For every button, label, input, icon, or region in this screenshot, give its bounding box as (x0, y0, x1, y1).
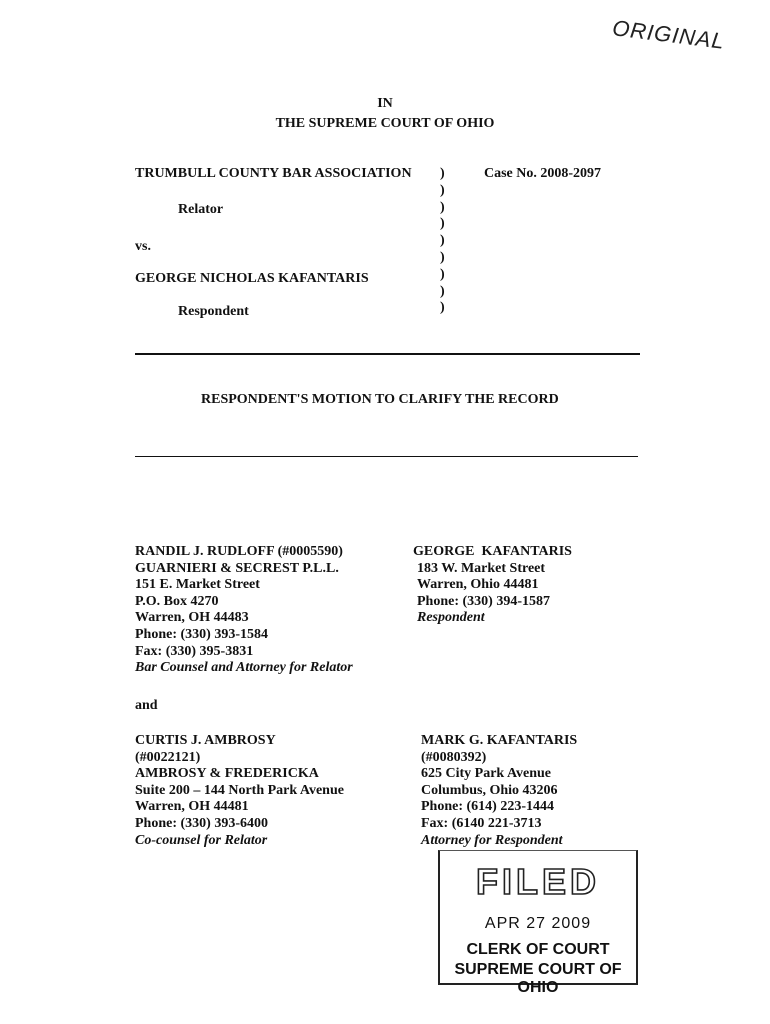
counsel-line: CURTIS J. AMBROSY (135, 733, 276, 748)
counsel-line: P.O. Box 4270 (135, 593, 219, 609)
respondent-role: Respondent (178, 304, 249, 319)
counsel-line: RANDIL J. RUDLOFF (#0005590) (135, 544, 343, 559)
counsel-line: Columbus, Ohio 43206 (421, 782, 558, 798)
counsel-line: (#0080392) (421, 749, 487, 765)
counsel-line: (#0022121) (135, 749, 201, 765)
filed-court: SUPREME COURT OF OHIO (454, 961, 622, 996)
versus-label: vs. (135, 239, 151, 254)
counsel-line: GEORGE KAFANTARIS (413, 544, 572, 559)
case-number: Case No. 2008-2097 (484, 166, 602, 181)
original-stamp: ORIGINAL (610, 15, 727, 54)
filed-clerk: CLERK OF COURT (466, 941, 610, 958)
relator-role: Relator (178, 202, 224, 217)
counsel-line: MARK G. KAFANTARIS (421, 733, 578, 748)
relator-name: TRUMBULL COUNTY BAR ASSOCIATION (135, 166, 412, 181)
respondent-name: GEORGE NICHOLAS KAFANTARIS (135, 271, 369, 286)
counsel-role: Respondent (417, 610, 485, 626)
filed-stamp (438, 850, 638, 996)
counsel-role: Bar Counsel and Attorney for Relator (135, 660, 353, 676)
counsel-line: Phone: (330) 393-6400 (135, 815, 268, 831)
bottom-divider (135, 456, 638, 457)
counsel-line: Warren, OH 44483 (135, 610, 249, 626)
counsel-line: Warren, OH 44481 (135, 799, 249, 815)
counsel-role: Co-counsel for Relator (135, 832, 268, 848)
counsel-line: Warren, Ohio 44481 (417, 577, 539, 593)
filed-word: FILED (476, 861, 600, 902)
respondent-counsel-block (421, 733, 577, 849)
court-heading-in: IN (377, 96, 393, 111)
co-counsel-block (135, 733, 344, 849)
counsel-line: 625 City Park Avenue (421, 766, 552, 782)
counsel-line: Phone: (614) 223-1444 (421, 799, 554, 815)
counsel-line: Phone: (330) 394-1587 (417, 593, 550, 609)
counsel-line: 151 E. Market Street (135, 577, 260, 593)
counsel-line: Fax: (6140 221-3713 (421, 815, 542, 831)
counsel-line: 183 W. Market Street (417, 560, 546, 576)
relator-counsel-block (135, 544, 353, 677)
caption-parentheses: ) ) ) ) ) ) ) ) ) (440, 166, 445, 316)
counsel-line: GUARNIERI & SECREST P.L.L. (135, 560, 339, 576)
counsel-line: Phone: (330) 393-1584 (135, 626, 268, 642)
counsel-role: Attorney for Respondent (421, 832, 563, 848)
court-heading-name: THE SUPREME COURT OF OHIO (275, 116, 495, 131)
and-label: and (135, 698, 158, 713)
respondent-block (413, 544, 572, 627)
counsel-line: Fax: (330) 395-3831 (135, 643, 254, 659)
filed-date: APR 27 2009 (484, 915, 592, 932)
counsel-line: AMBROSY & FREDERICKA (135, 766, 319, 782)
counsel-line: Suite 200 – 144 North Park Avenue (135, 782, 344, 798)
motion-title: RESPONDENT'S MOTION TO CLARIFY THE RECORD (201, 392, 559, 407)
top-divider (135, 353, 640, 355)
